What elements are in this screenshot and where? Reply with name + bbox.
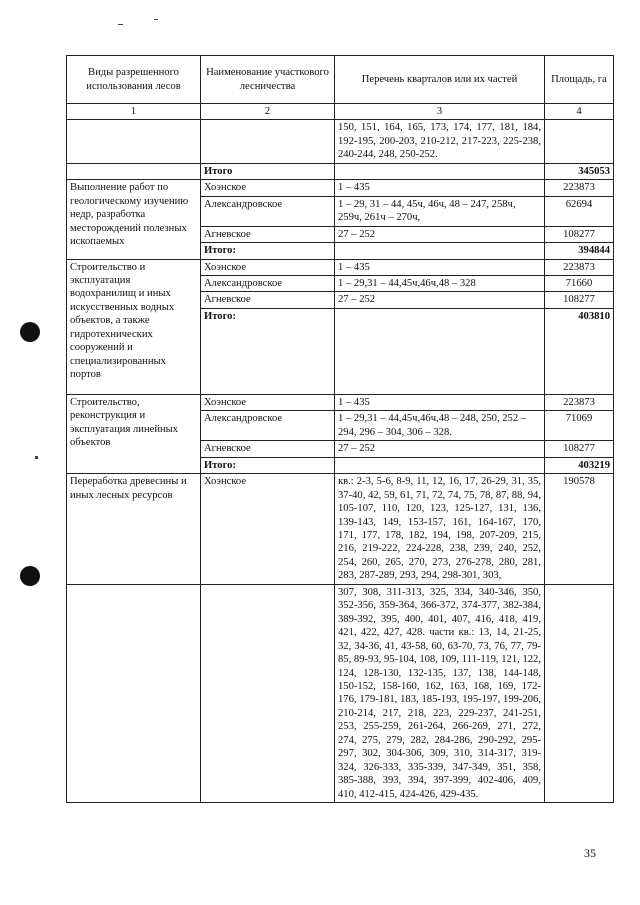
quarters-cell: кв.: 2-3, 5-6, 8-9, 11, 12, 16, 17, 26-29, 31, 35, 37-40, 42, 59, 61, 71, 72, 74, 75, 78, 87, 88, 94, 105-107, 110, 120, 123, 125-127, 131, 136, 139-143, 149, 153-157, 161, 164-167, 170, 171, 177, 178, 182, 194, 198, 207-209, 215, 216, 219-222, 224-228, 238, 239, 240, 252, 254, 260, 265, 270, 273, 276-278, 280, 281, 283, 287-289, 293, 294, 298-301, 303, xyxy=(335,474,545,585)
header-use-type: Виды разрешенного использования лесов xyxy=(67,56,201,104)
column-number: 2 xyxy=(201,104,335,120)
total-label: Итого xyxy=(201,163,335,179)
total-row xyxy=(67,163,614,179)
column-number-row xyxy=(67,104,614,120)
quarters-cell: 1 – 29,31 – 44,45ч,46ч,48 – 248, 250, 252 – 294, 296 – 304, 306 – 328. xyxy=(335,411,545,441)
area-cell: 108277 xyxy=(545,292,614,308)
page-number: 35 xyxy=(584,846,596,860)
forestry-cell: Хоэнское xyxy=(201,394,335,410)
column-number: 4 xyxy=(545,104,614,120)
forestry-cell xyxy=(201,584,335,802)
scan-speck xyxy=(118,24,123,25)
area-cell xyxy=(545,584,614,802)
area-cell: 108277 xyxy=(545,441,614,457)
total-value: 403810 xyxy=(545,308,614,394)
header-quarters: Перечень кварталов или их частей xyxy=(335,56,545,104)
forestry-cell: Хоэнское xyxy=(201,474,335,585)
total-label: Итого: xyxy=(201,243,335,259)
quarters-cell: 27 – 252 xyxy=(335,441,545,457)
total-value: 394844 xyxy=(545,243,614,259)
forestry-cell: Агневское xyxy=(201,226,335,242)
area-cell: 71660 xyxy=(545,275,614,291)
total-value: 345053 xyxy=(545,163,614,179)
area-cell: 190578 xyxy=(545,474,614,585)
table-row xyxy=(67,584,614,802)
total-value: 403219 xyxy=(545,457,614,473)
area-cell: 71069 xyxy=(545,411,614,441)
quarters-cell: 1 – 435 xyxy=(335,259,545,275)
forestry-cell xyxy=(201,120,335,163)
area-cell: 62694 xyxy=(545,196,614,226)
quarters-cell: 1 – 435 xyxy=(335,180,545,196)
quarters-cell: 27 – 252 xyxy=(335,292,545,308)
quarters-cell: 150, 151, 164, 165, 173, 174, 177, 181, 184, 192-195, 200-203, 210-212, 217-223, 225-238, 240-244, 248, 250-252. xyxy=(335,120,545,163)
forestry-cell: Агневское xyxy=(201,441,335,457)
quarters-cell xyxy=(335,457,545,473)
forestry-cell: Хоэнское xyxy=(201,180,335,196)
quarters-cell: 27 – 252 xyxy=(335,226,545,242)
table-row xyxy=(67,474,614,585)
quarters-cell: 1 – 29,31 – 44,45ч,46ч,48 – 328 xyxy=(335,275,545,291)
forestry-cell: Хоэнское xyxy=(201,259,335,275)
use-type-cell xyxy=(67,163,201,179)
binder-hole-mark xyxy=(20,322,40,342)
area-cell xyxy=(545,120,614,163)
use-type-linear: Строительство, реконструкция и эксплуатация линейных объектов xyxy=(67,394,201,473)
quarters-cell xyxy=(335,308,545,394)
forest-use-table xyxy=(66,55,614,803)
scan-speck xyxy=(35,456,38,459)
area-cell: 223873 xyxy=(545,180,614,196)
header-area: Площадь, га xyxy=(545,56,614,104)
area-cell: 223873 xyxy=(545,259,614,275)
use-type-geology: Выполнение работ по геологическому изучению недр, разработка месторождений полезных ископаемых xyxy=(67,180,201,259)
quarters-cell: 1 – 29, 31 – 44, 45ч, 46ч, 48 – 247, 258ч, 259ч, 261ч – 270ч, xyxy=(335,196,545,226)
quarters-cell: 307, 308, 311-313, 325, 334, 340-346, 350, 352-356, 359-364, 366-372, 374-377, 382-384, 389-392, 395, 400, 401, 407, 416, 418, 419, 421, 422, 427, 428. части кв.: 13, 14, 21-25, 32, 34-36, 41, 43-58, 60, 63-70, 73, 76, 77, 79-85, 89-93, 95-104, 108, 109, 111-119, 121, 122, 124, 128-130, 132-135, 137, 138, 144-148, 150-152, 158-160, 162, 163, 168, 169, 172-176, 179-181, 183, 185-193, 195-197, 199-206, 210-214, 217, 218, 223, 229-237, 241-251, 253, 255-259, 261-264, 266-269, 271, 272, 274, 275, 279, 282, 284-286, 290-292, 295-297, 302, 304-306, 309, 310, 314-317, 319-324, 326-333, 335-339, 347-349, 351, 358, 385-388, 393, 394, 397-399, 402-406, 409, 410, 412-415, 424-426, 429-435. xyxy=(335,584,545,802)
use-type-water: Строительство и эксплуатация водохранилищ и иных искусственных водных объектов, а также гидротехнических сооружений и специализированных портов xyxy=(67,259,201,394)
quarters-cell xyxy=(335,163,545,179)
use-type-cell xyxy=(67,120,201,163)
total-label: Итого: xyxy=(201,457,335,473)
forestry-cell: Александровское xyxy=(201,196,335,226)
quarters-cell: 1 – 435 xyxy=(335,394,545,410)
forestry-cell: Агневское xyxy=(201,292,335,308)
header-forestry: Наименование участкового лесничества xyxy=(201,56,335,104)
table-row xyxy=(67,394,614,410)
column-number: 3 xyxy=(335,104,545,120)
total-label: Итого: xyxy=(201,308,335,394)
use-type-cell xyxy=(67,584,201,802)
forestry-cell: Александровское xyxy=(201,275,335,291)
forestry-cell: Александровское xyxy=(201,411,335,441)
area-cell: 108277 xyxy=(545,226,614,242)
area-cell: 223873 xyxy=(545,394,614,410)
table-row xyxy=(67,120,614,163)
table-row xyxy=(67,180,614,196)
scan-speck xyxy=(154,19,158,20)
quarters-cell xyxy=(335,243,545,259)
use-type-processing: Переработка древесины и иных лесных ресурсов xyxy=(67,474,201,585)
binder-hole-mark xyxy=(20,566,40,586)
column-number: 1 xyxy=(67,104,201,120)
table-row xyxy=(67,259,614,275)
